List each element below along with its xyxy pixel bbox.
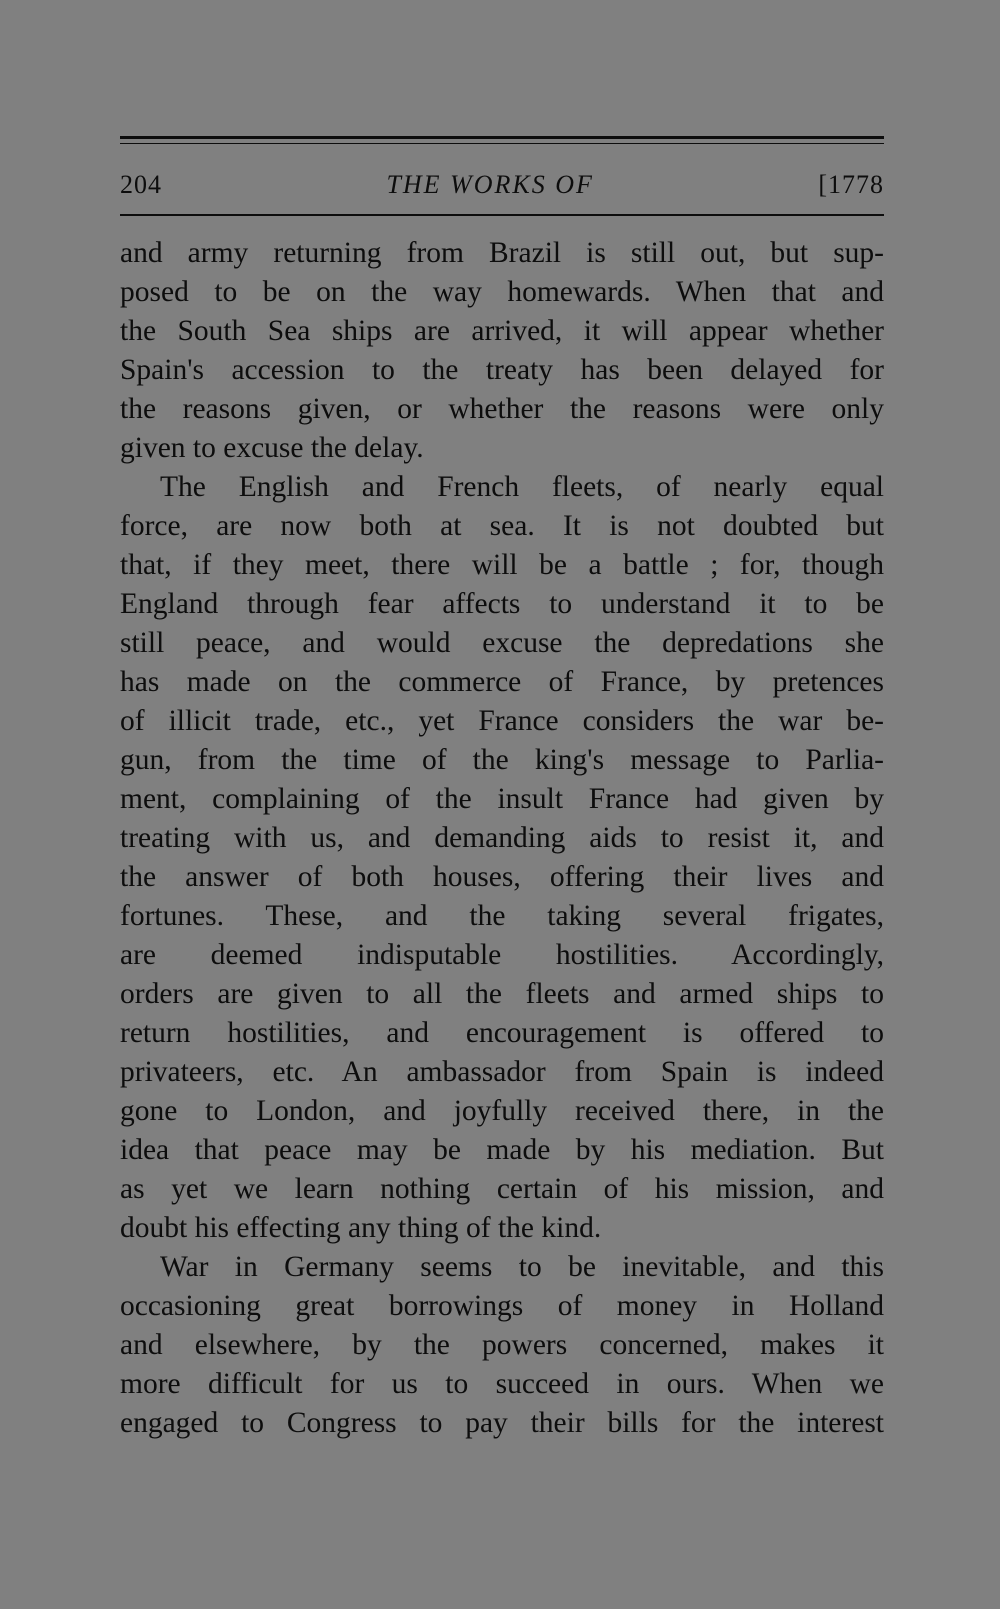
top-rule-thick bbox=[120, 136, 884, 139]
running-title: THE WORKS OF bbox=[386, 170, 594, 199]
book-page bbox=[120, 136, 884, 1443]
text-line: as yet we learn nothing certain of his mission, and bbox=[120, 1173, 884, 1205]
text-line: ment, complaining of the insult France had given by bbox=[120, 783, 884, 815]
text-line: has made on the commerce of France, by pretences bbox=[120, 666, 884, 698]
body-text bbox=[120, 234, 884, 1443]
text-line: force, are now both at sea. It is not doubted but bbox=[120, 510, 884, 542]
text-line: given to excuse the delay. bbox=[120, 432, 424, 464]
text-line: idea that peace may be made by his mediation. But bbox=[120, 1134, 884, 1166]
header-rule bbox=[120, 214, 884, 216]
text-line: the answer of both houses, offering their lives and bbox=[120, 861, 884, 893]
text-line: of illicit trade, etc., yet France considers the war be- bbox=[120, 705, 884, 737]
text-line: the South Sea ships are arrived, it will appear whether bbox=[120, 315, 884, 347]
text-line: privateers, etc. An ambassador from Spain is indeed bbox=[120, 1056, 884, 1088]
text-line: and elsewhere, by the powers concerned, makes it bbox=[120, 1329, 884, 1361]
text-line: return hostilities, and encouragement is offered to bbox=[120, 1017, 884, 1049]
text-line: occasioning great borrowings of money in Holland bbox=[120, 1290, 884, 1322]
text-line: posed to be on the way homewards. When that and bbox=[120, 276, 884, 308]
text-line: still peace, and would excuse the depredations she bbox=[120, 627, 884, 659]
text-line: The English and French fleets, of nearly equal bbox=[160, 471, 884, 503]
text-line: orders are given to all the fleets and armed ships to bbox=[120, 978, 884, 1010]
text-line: fortunes. These, and the taking several frigates, bbox=[120, 900, 884, 932]
text-line: engaged to Congress to pay their bills for the interest bbox=[120, 1407, 884, 1439]
text-line: treating with us, and demanding aids to resist it, and bbox=[120, 822, 884, 854]
text-line: gone to London, and joyfully received there, in the bbox=[120, 1095, 884, 1127]
text-line: gun, from the time of the king's message to Parlia- bbox=[120, 744, 884, 776]
text-line: and army returning from Brazil is still out, but sup- bbox=[120, 237, 884, 269]
text-line: that, if they meet, there will be a battle ; for, though bbox=[120, 549, 884, 581]
text-line: War in Germany seems to be inevitable, and this bbox=[160, 1251, 884, 1283]
top-rule-thin bbox=[120, 143, 884, 144]
running-head bbox=[120, 170, 884, 200]
text-line: the reasons given, or whether the reasons were only bbox=[120, 393, 884, 425]
text-line: Spain's accession to the treaty has been delayed for bbox=[120, 354, 884, 386]
text-line: more difficult for us to succeed in ours. When we bbox=[120, 1368, 884, 1400]
text-line: England through fear affects to understand it to be bbox=[120, 588, 884, 620]
text-line: are deemed indisputable hostilities. Accordingly, bbox=[120, 939, 884, 971]
page-number: 204 bbox=[120, 170, 162, 199]
year-marker: [1778 bbox=[818, 170, 884, 199]
text-line: doubt his effecting any thing of the kind. bbox=[120, 1212, 602, 1244]
